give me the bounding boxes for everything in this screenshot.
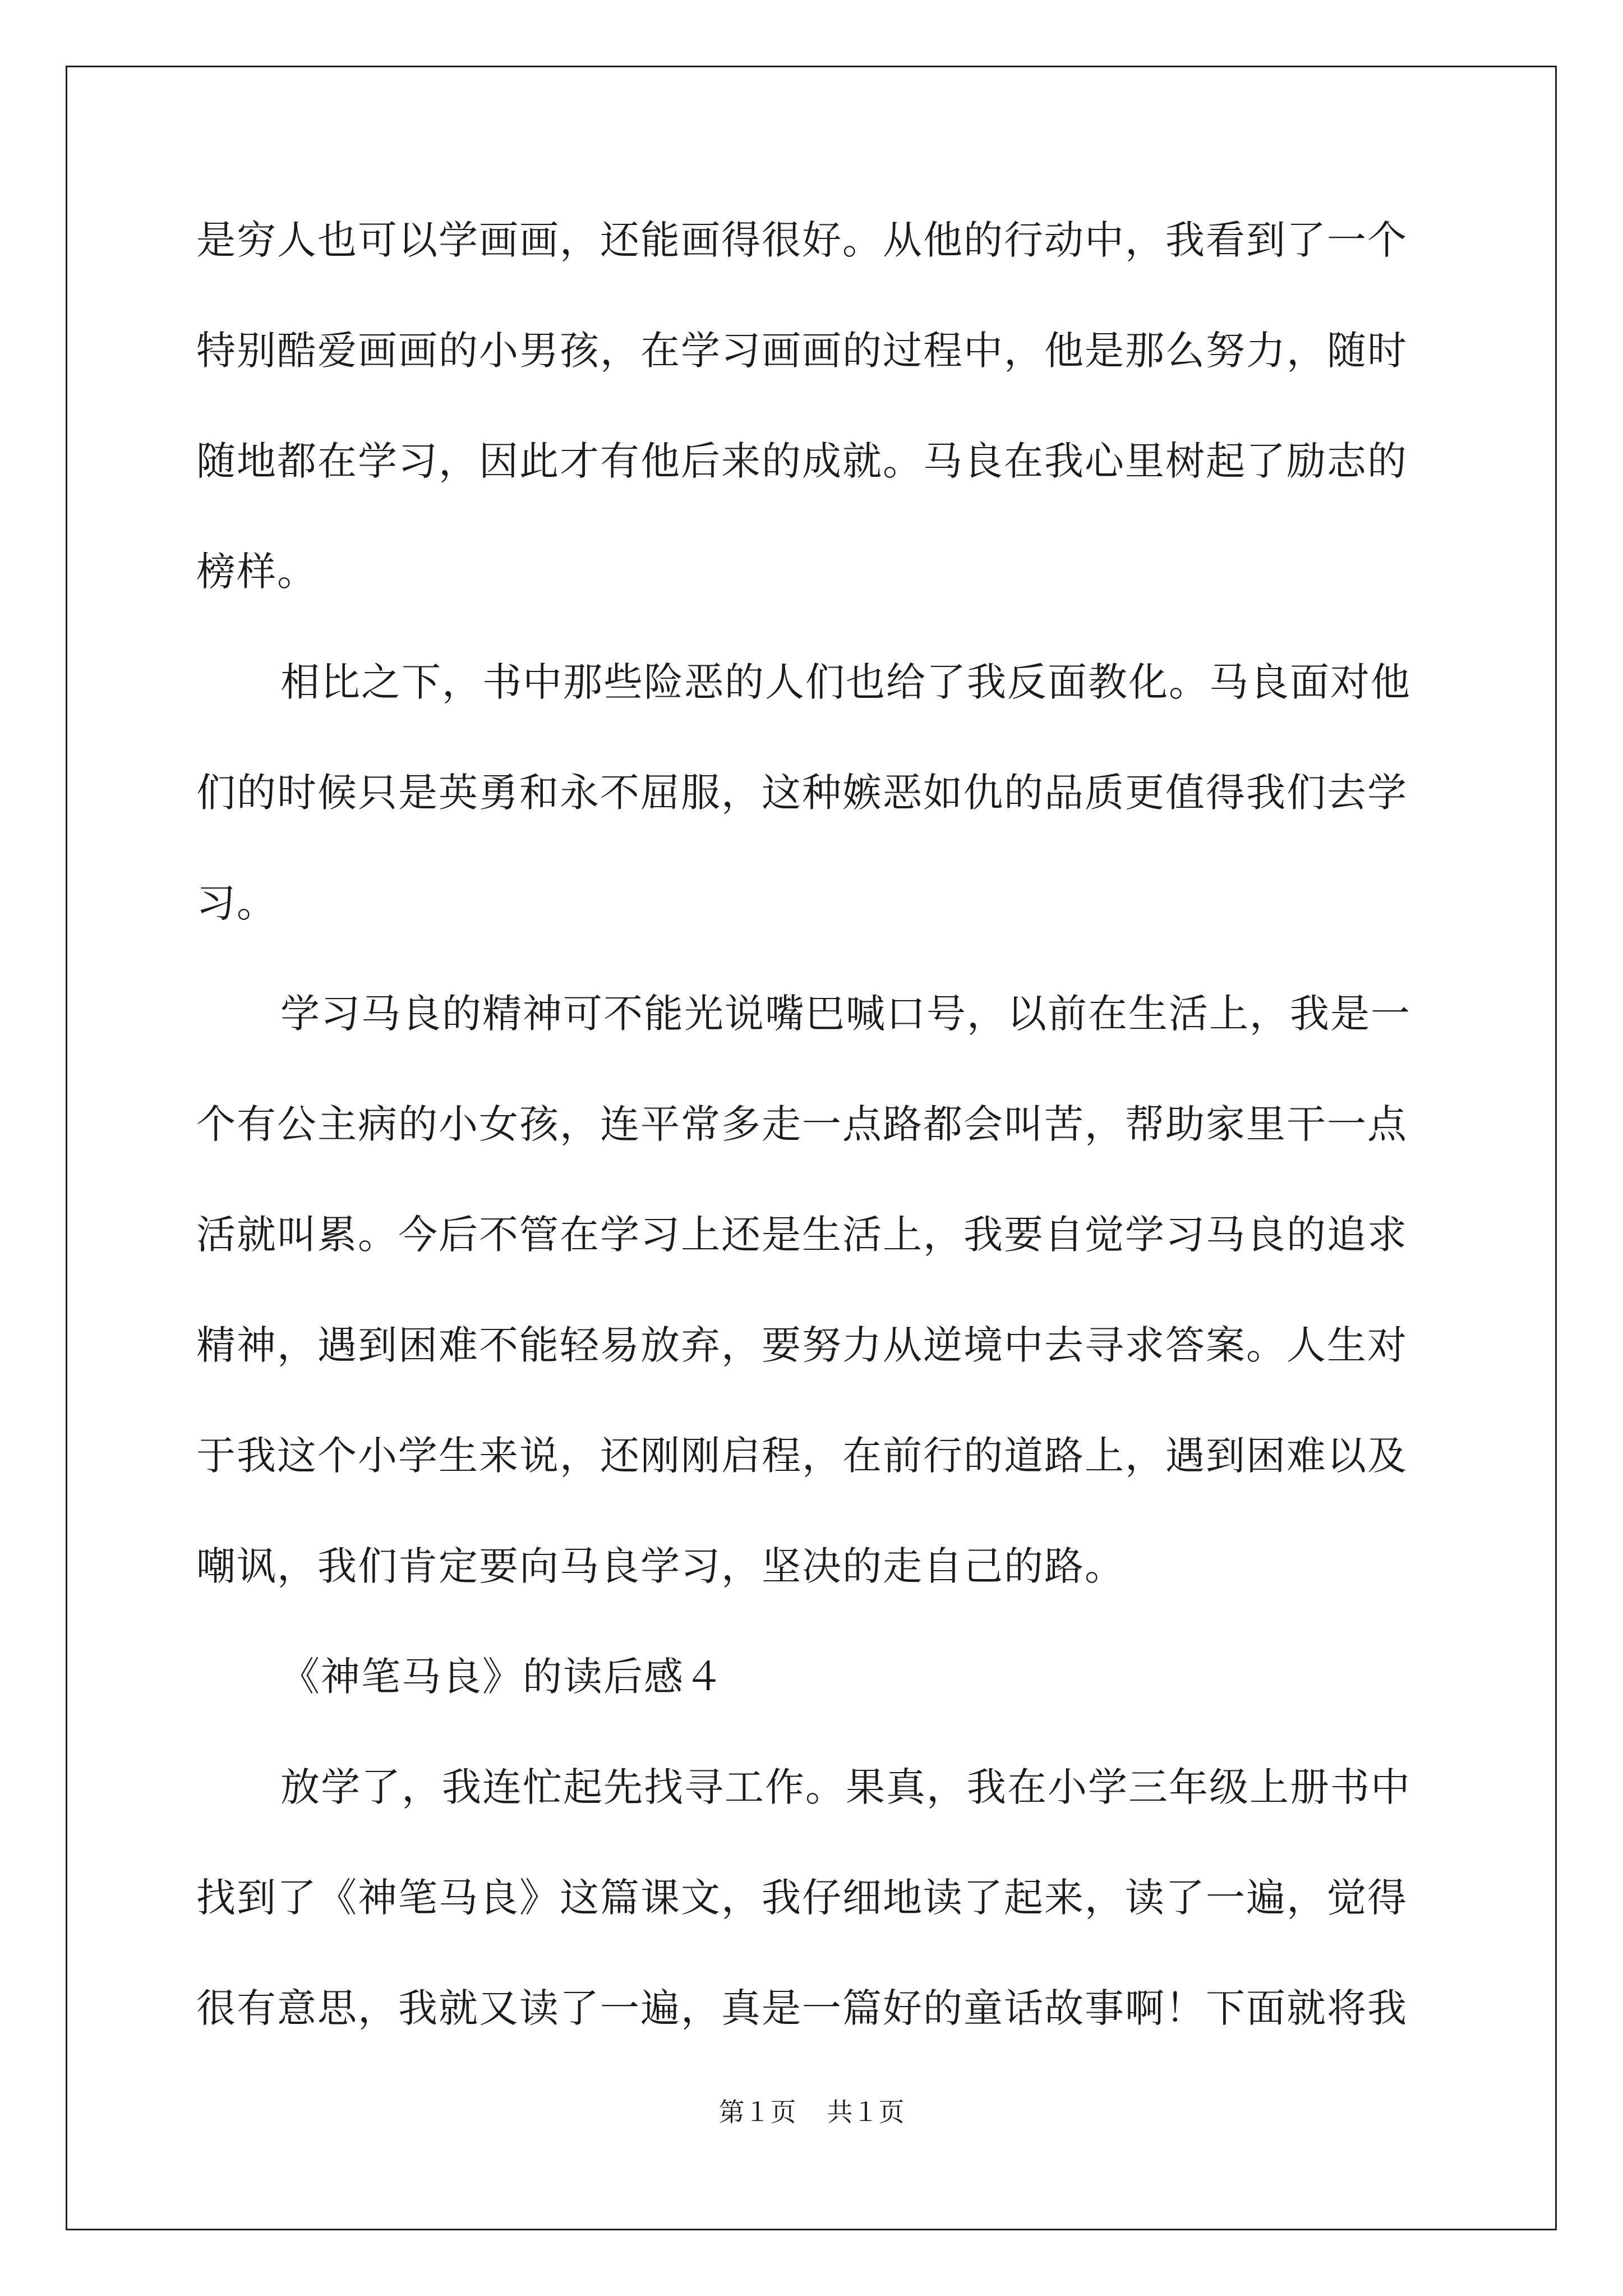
- text-line: 是穷人也可以学画画，还能画得很好。从他的行动中，我看到了一个: [196, 217, 1408, 263]
- text-line: 活就叫累。今后不管在学习上还是生活上，我要自觉学习马良的追求: [196, 1212, 1408, 1258]
- text-line: 嘲讽，我们肯定要向马良学习，坚决的走自己的路。: [196, 1543, 1125, 1589]
- text-line: 习。: [196, 880, 277, 926]
- text-line: 找到了《神笔马良》这篇课文，我仔细地读了起来，读了一遍，觉得: [196, 1875, 1408, 1921]
- paragraph-start-line: 学习马良的精神可不能光说嘴巴喊口号，以前在生活上，我是一: [280, 991, 1411, 1037]
- text-line: 于我这个小学生来说，还刚刚启程，在前行的道路上，遇到困难以及: [196, 1433, 1408, 1479]
- paragraph-start-line: 放学了，我连忙起先找寻工作。果真，我在小学三年级上册书中: [280, 1764, 1411, 1810]
- text-line: 榜样。: [196, 549, 317, 595]
- page-total: 共１页: [827, 2097, 905, 2127]
- text-line: 个有公主病的小女孩，连平常多走一点路都会叫苦，帮助家里干一点: [196, 1101, 1408, 1147]
- section-heading: 《神笔马良》的读后感４: [280, 1654, 725, 1700]
- text-line: 们的时候只是英勇和永不屈服，这种嫉恶如仇的品质更值得我们去学: [196, 770, 1408, 816]
- text-line: 特别酷爱画画的小男孩，在学习画画的过程中，他是那么努力，随时: [196, 328, 1408, 374]
- text-line: 很有意思，我就又读了一遍，真是一篇好的童话故事啊！下面就将我: [196, 1985, 1408, 2031]
- paragraph-start-line: 相比之下，书中那些险恶的人们也给了我反面教化。马良面对他: [280, 659, 1411, 705]
- page-number: 第１页: [718, 2097, 796, 2127]
- document-body: [196, 204, 1458, 2082]
- text-line: 精神，遇到困难不能轻易放弃，要努力从逆境中去寻求答案。人生对: [196, 1322, 1408, 1368]
- page-footer: [0, 2095, 1623, 2129]
- text-line: 随地都在学习，因此才有他后来的成就。马良在我心里树起了励志的: [196, 438, 1408, 484]
